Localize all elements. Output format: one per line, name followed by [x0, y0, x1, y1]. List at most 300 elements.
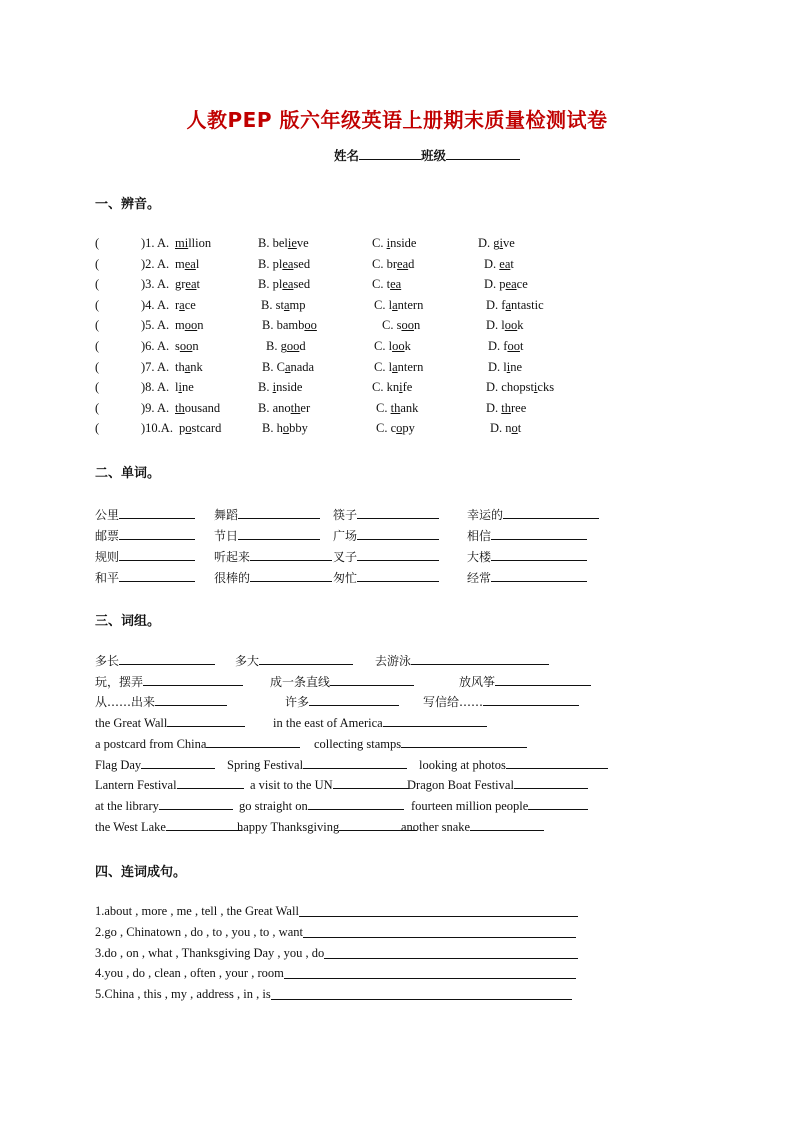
word-part: gr — [175, 277, 186, 292]
option-label: D. — [488, 359, 504, 374]
open-paren: ( — [95, 380, 100, 395]
underlined-letters: a — [392, 359, 398, 374]
option-label: D. — [486, 380, 502, 395]
option[interactable] — [258, 401, 310, 416]
word-label: 和平 — [95, 571, 120, 585]
answer-blank[interactable] — [166, 818, 242, 831]
answer-blank[interactable] — [491, 548, 587, 561]
answer-blank[interactable] — [206, 735, 300, 748]
word-label: 大楼 — [467, 550, 492, 564]
phrase-item — [419, 756, 608, 773]
word-part: ntern — [397, 359, 424, 374]
word-part: bby — [289, 421, 308, 436]
word-item — [333, 527, 439, 544]
word-part: p — [499, 277, 506, 292]
word-item — [333, 569, 439, 586]
phrase-item — [95, 756, 215, 773]
option-label: D. — [486, 318, 502, 333]
word-part: nside — [390, 236, 417, 250]
option[interactable] — [175, 277, 200, 292]
answer-blank[interactable] — [250, 569, 332, 582]
option[interactable] — [175, 401, 220, 416]
sentence-words: 1.about , more , me , tell , the Great Wall — [95, 904, 299, 918]
underlined-letters: i — [178, 380, 182, 395]
underlined-letters: ea — [282, 277, 294, 292]
phrase-label: in the east of America — [273, 716, 383, 731]
word-part: n — [505, 421, 512, 436]
answer-blank[interactable] — [506, 756, 608, 769]
sentence-row — [95, 966, 576, 984]
answer-blank[interactable] — [333, 776, 409, 789]
answer-blank[interactable] — [357, 506, 439, 519]
word-item — [214, 506, 320, 523]
answer-blank[interactable] — [119, 652, 215, 665]
answer-blank[interactable] — [357, 527, 439, 540]
question-number: )9. A. — [141, 400, 170, 415]
answer-blank[interactable] — [119, 569, 195, 582]
open-paren: ( — [95, 318, 100, 333]
phrase-label: 多大 — [235, 654, 260, 668]
open-paren: ( — [95, 297, 100, 312]
option[interactable] — [484, 257, 514, 272]
word-part: m — [175, 318, 185, 333]
section3-heading: 三、词组。 — [95, 614, 161, 629]
answer-blank[interactable] — [141, 756, 215, 769]
phrase-label: Lantern Festival — [95, 778, 177, 793]
word-part: t — [196, 277, 201, 292]
option-label: B. — [258, 256, 273, 271]
question-number: )10.A. — [141, 421, 173, 436]
word-part: ntastic — [511, 297, 544, 312]
underlined-letters: ea — [499, 256, 511, 271]
answer-blank[interactable] — [503, 506, 599, 519]
word-item — [467, 527, 587, 544]
sentence-row — [95, 946, 578, 964]
option[interactable] — [258, 257, 310, 272]
word-item — [214, 527, 320, 544]
answer-blank[interactable] — [309, 693, 399, 706]
word-item — [214, 548, 332, 565]
underlined-letters: a — [179, 297, 185, 312]
word-part: t — [386, 277, 391, 292]
underlined-letters: o — [282, 421, 290, 436]
word-label: 匆忙 — [333, 571, 358, 585]
phrase-label: a postcard from China — [95, 736, 207, 751]
option[interactable] — [374, 360, 423, 375]
phrase-label: at the library — [95, 798, 159, 813]
phrase-item — [235, 652, 353, 669]
option[interactable] — [262, 360, 314, 375]
phrase-label: Flag Day — [95, 757, 142, 772]
underlined-letters: a — [184, 359, 191, 374]
phrase-label: fourteen million people — [411, 798, 529, 813]
underlined-letters: ie — [287, 236, 297, 250]
option-label: B. — [258, 236, 273, 250]
class-label: 班级 — [421, 148, 447, 163]
phrase-item — [273, 714, 487, 731]
word-item — [467, 506, 599, 523]
open-paren: ( — [95, 256, 100, 271]
option[interactable] — [372, 380, 412, 395]
option-label: D. — [486, 297, 502, 312]
word-label: 筷子 — [333, 508, 358, 522]
option[interactable] — [486, 298, 544, 313]
underlined-letters: i — [533, 380, 538, 395]
answer-blank[interactable] — [401, 735, 527, 748]
option[interactable] — [376, 421, 415, 436]
option-label: C. — [372, 277, 387, 292]
answer-blank[interactable] — [238, 527, 320, 540]
word-part: ree — [511, 400, 527, 415]
word-part: bel — [272, 236, 288, 250]
section4-heading: 四、连词成句。 — [95, 865, 187, 880]
option-label: D. — [478, 236, 494, 250]
question-number: )8. A. — [141, 380, 170, 395]
word-part: l — [388, 359, 393, 374]
phrase-item — [95, 714, 245, 731]
word-part: n — [192, 339, 199, 353]
answer-blank[interactable] — [155, 693, 227, 706]
underlined-letters: mi — [175, 236, 189, 250]
phrase-item — [375, 652, 549, 669]
option[interactable] — [374, 339, 411, 354]
sentence-row — [95, 904, 578, 922]
option[interactable] — [262, 421, 308, 436]
option[interactable] — [372, 277, 401, 292]
word-label: 听起来 — [214, 550, 251, 564]
word-part: llion — [188, 236, 212, 250]
option[interactable] — [262, 318, 317, 333]
phrase-label: 玩，摆弄 — [95, 674, 144, 689]
word-item — [214, 569, 332, 586]
sentence-row — [95, 925, 576, 943]
underlined-letters: ea — [390, 277, 402, 292]
phrase-item — [95, 818, 242, 835]
option-label: B. — [262, 318, 277, 333]
question-number: )2. A. — [141, 256, 170, 271]
answer-blank[interactable] — [303, 925, 576, 938]
answer-blank[interactable] — [119, 527, 195, 540]
phrase-item — [314, 735, 527, 752]
answer-blank[interactable] — [411, 652, 549, 665]
word-label: 邮票 — [95, 529, 120, 543]
option[interactable] — [258, 277, 310, 292]
phrase-item — [270, 673, 414, 690]
option[interactable] — [175, 380, 194, 395]
phrase-label: 放风筝 — [459, 674, 496, 689]
answer-blank[interactable] — [383, 714, 487, 727]
open-paren: ( — [95, 421, 100, 436]
underlined-letters: ea — [185, 277, 197, 292]
word-part: ve — [503, 236, 515, 250]
option[interactable] — [376, 401, 418, 416]
option[interactable] — [488, 339, 523, 354]
phrase-label: a visit to the UN — [250, 778, 333, 793]
option[interactable] — [382, 318, 420, 333]
underlined-letters: a — [283, 297, 290, 312]
answer-blank[interactable] — [470, 818, 544, 831]
answer-blank[interactable] — [308, 797, 404, 810]
underlined-letters: a — [284, 359, 291, 374]
open-paren: ( — [95, 236, 100, 250]
word-part: g — [493, 236, 500, 250]
word-part: nside — [276, 380, 303, 395]
phrase-item — [250, 776, 409, 793]
option-label: D. — [490, 421, 506, 436]
option-label: C. — [372, 236, 387, 250]
answer-blank[interactable] — [119, 506, 195, 519]
underlined-letters: oo — [286, 339, 300, 353]
answer-blank[interactable] — [357, 569, 439, 582]
underlined-letters: oo — [401, 318, 414, 333]
word-part: f — [503, 339, 508, 353]
phrase-item — [459, 673, 591, 690]
answer-blank[interactable] — [324, 946, 578, 959]
phrase-item — [95, 693, 227, 710]
option[interactable] — [266, 339, 306, 354]
phrase-item — [95, 652, 215, 669]
word-part: r — [175, 297, 180, 312]
answer-blank[interactable] — [143, 673, 243, 686]
option[interactable] — [258, 380, 302, 395]
word-part: n — [197, 318, 204, 333]
section2-heading: 二、单词。 — [95, 466, 161, 481]
word-label: 经常 — [467, 571, 492, 585]
open-paren: ( — [95, 400, 100, 415]
option-label: D. — [486, 400, 502, 415]
option[interactable] — [488, 360, 522, 375]
option[interactable] — [490, 421, 521, 436]
underlined-letters: i — [399, 380, 403, 395]
phrase-label: 许多 — [285, 695, 310, 710]
option[interactable] — [486, 380, 554, 395]
option[interactable] — [372, 257, 414, 272]
word-part: br — [386, 256, 398, 271]
answer-blank[interactable] — [483, 693, 579, 706]
answer-blank[interactable] — [119, 548, 195, 561]
phrase-label: collecting stamps — [314, 736, 402, 751]
answer-blank[interactable] — [250, 548, 332, 561]
word-part: l — [388, 297, 393, 312]
word-item — [95, 506, 195, 523]
word-part: l — [388, 339, 393, 353]
word-part: l — [195, 256, 200, 271]
word-label: 很棒的 — [214, 571, 251, 585]
word-part: ank — [400, 400, 419, 415]
underlined-letters: oo — [504, 318, 518, 333]
word-part: th — [175, 359, 185, 374]
option[interactable] — [484, 277, 528, 292]
phrase-item — [285, 693, 399, 710]
underlined-letters: ea — [397, 256, 409, 271]
option-label: C. — [372, 380, 387, 395]
underlined-letters: th — [501, 400, 512, 415]
word-part: ne — [510, 359, 523, 374]
option-label: C. — [376, 400, 391, 415]
word-part: p — [179, 421, 186, 436]
word-part: s — [175, 339, 180, 353]
underlined-letters: oo — [304, 318, 317, 333]
word-part: t — [510, 256, 514, 271]
phrase-label: 写信给…… — [423, 695, 484, 710]
underlined-letters: ea — [184, 256, 196, 271]
word-part: nk — [190, 359, 203, 374]
option-label: B. — [261, 297, 276, 312]
word-item — [333, 548, 439, 565]
phrase-item — [95, 673, 243, 690]
phrase-label: 去游泳 — [375, 654, 412, 668]
word-part: bamb — [276, 318, 305, 333]
answer-blank[interactable] — [357, 548, 439, 561]
underlined-letters: th — [290, 400, 301, 415]
option-label: B. — [258, 400, 273, 415]
word-item — [467, 548, 587, 565]
answer-blank[interactable] — [284, 966, 576, 979]
answer-blank[interactable] — [167, 714, 245, 727]
word-label: 幸运的 — [467, 508, 504, 522]
phrase-item — [239, 797, 404, 814]
word-part: C — [276, 359, 285, 374]
word-part: d — [408, 256, 415, 271]
option[interactable] — [179, 421, 221, 436]
option-label: C. — [374, 359, 389, 374]
option-label: D. — [484, 256, 500, 271]
underlined-letters: th — [390, 400, 401, 415]
phrase-item — [407, 776, 588, 793]
phrase-label: Spring Festival — [227, 757, 304, 772]
word-part: pl — [272, 256, 283, 271]
word-part: ousand — [184, 400, 221, 415]
phrase-label: 多长 — [95, 654, 120, 668]
answer-blank[interactable] — [303, 756, 407, 769]
answer-blank[interactable] — [495, 673, 591, 686]
option[interactable] — [175, 318, 203, 333]
sentence-words: 3.do , on , what , Thanksgiving Day , you , do — [95, 945, 325, 960]
word-part: ne — [181, 380, 194, 395]
phrase-label: the West Lake — [95, 819, 166, 834]
answer-blank[interactable] — [259, 652, 353, 665]
option[interactable] — [175, 257, 199, 272]
word-part: m — [175, 256, 185, 271]
word-item — [467, 569, 587, 586]
underlined-letters: oo — [184, 318, 198, 333]
word-part: pl — [272, 277, 283, 292]
word-part: ve — [296, 236, 309, 250]
sentence-words: 2.go , Chinatown , do , to , you , to , want — [95, 924, 303, 939]
phrase-label: 成一条直线 — [270, 674, 331, 689]
option[interactable] — [175, 339, 199, 354]
word-item — [95, 527, 195, 544]
option-label: C. — [372, 256, 387, 271]
phrase-label: go straight on — [239, 798, 308, 813]
underlined-letters: i — [506, 359, 511, 374]
option[interactable] — [261, 298, 305, 313]
option[interactable] — [486, 318, 524, 333]
answer-blank[interactable] — [299, 904, 578, 917]
open-paren: ( — [95, 359, 100, 374]
sentence-words: 5.China , this , my , address , in , is — [95, 987, 271, 1002]
option[interactable] — [486, 401, 526, 416]
underlined-letters: ea — [505, 277, 517, 292]
underlined-letters: o — [511, 421, 518, 436]
word-part: l — [175, 380, 179, 395]
option-label: C. — [374, 297, 389, 312]
question-number: )6. A. — [141, 339, 170, 353]
phrase-item — [423, 693, 579, 710]
word-part: l — [503, 359, 507, 374]
name-blank[interactable] — [359, 146, 421, 160]
phrase-label: another snake — [401, 819, 471, 834]
sentence-row — [95, 987, 572, 1005]
option-label: C. — [376, 421, 391, 436]
answer-blank[interactable] — [491, 527, 587, 540]
question-number: )1. A. — [141, 236, 170, 250]
answer-blank[interactable] — [330, 673, 414, 686]
phrase-item — [227, 756, 407, 773]
answer-blank[interactable] — [159, 797, 233, 810]
word-part: stcard — [191, 421, 222, 436]
phrase-item — [411, 797, 588, 814]
underlined-letters: o — [396, 421, 403, 436]
word-part: er — [300, 400, 311, 415]
sentence-words: 4.you , do , clean , often , your , room — [95, 966, 284, 981]
word-item — [95, 569, 195, 586]
word-item — [333, 506, 439, 523]
class-blank[interactable] — [446, 146, 520, 160]
word-label: 舞蹈 — [214, 508, 239, 522]
answer-blank[interactable] — [491, 569, 587, 582]
option[interactable] — [258, 236, 309, 251]
answer-blank[interactable] — [514, 776, 588, 789]
answer-blank[interactable] — [238, 506, 320, 519]
option-label: B. — [266, 339, 281, 353]
underlined-letters: a — [392, 297, 398, 312]
section1-heading: 一、辨音。 — [95, 197, 161, 212]
word-part: ano — [272, 400, 291, 415]
option[interactable] — [175, 236, 211, 251]
option[interactable] — [372, 236, 416, 251]
word-part: nada — [290, 359, 315, 374]
phrase-label: 从……出来 — [95, 695, 156, 710]
word-part: c — [390, 421, 397, 436]
word-label: 叉子 — [333, 550, 358, 564]
option-label: B. — [258, 380, 273, 395]
word-part: h — [276, 421, 283, 436]
option[interactable] — [175, 298, 196, 313]
word-part: cks — [537, 380, 555, 395]
word-part: k — [517, 318, 524, 333]
answer-blank[interactable] — [177, 776, 244, 789]
page-title: 人教PEP 版六年级英语上册期末质量检测试卷 — [186, 108, 608, 132]
option[interactable] — [175, 360, 203, 375]
underlined-letters: th — [175, 400, 185, 415]
phrase-item — [95, 797, 233, 814]
option-label: D. — [484, 277, 500, 292]
option[interactable] — [374, 298, 423, 313]
underlined-letters: oo — [507, 339, 520, 353]
open-paren: ( — [95, 277, 100, 292]
answer-blank[interactable] — [271, 987, 572, 1000]
word-part: py — [402, 421, 415, 436]
word-part: ce — [516, 277, 528, 292]
option[interactable] — [478, 236, 515, 251]
option-label: C. — [382, 318, 397, 333]
answer-blank[interactable] — [528, 797, 588, 810]
phrase-label: happy Thanksgiving — [237, 819, 340, 834]
word-part: k — [404, 339, 411, 353]
word-part: ntern — [397, 297, 424, 312]
phrase-label: Dragon Boat Festival — [407, 778, 514, 793]
